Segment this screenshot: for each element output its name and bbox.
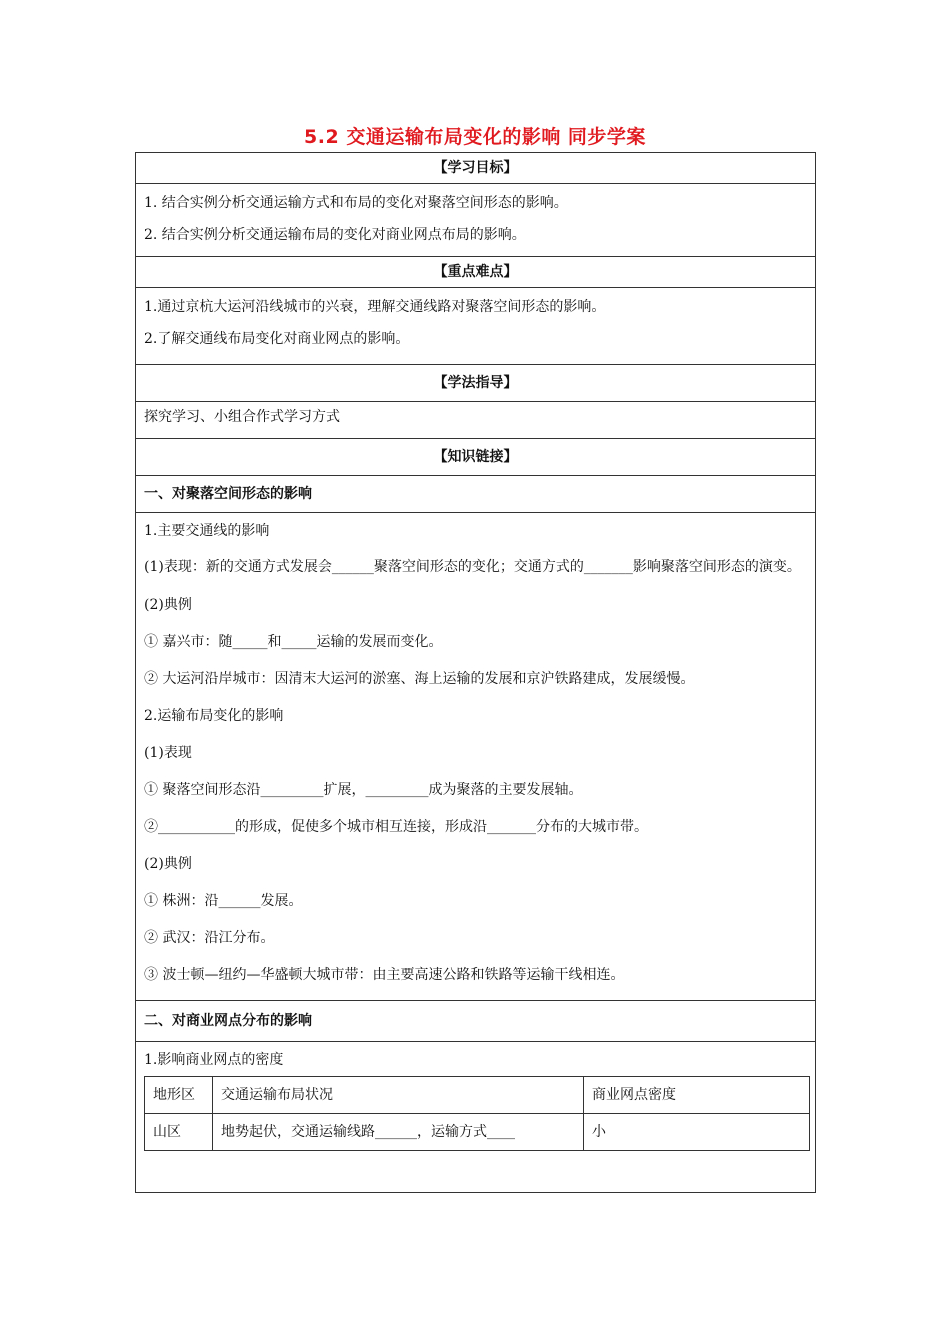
table-row <box>145 1114 810 1151</box>
keypoint-item: 1.通过京杭大运河沿线城市的兴衰，理解交通线路对聚落空间形态的影响。 <box>144 299 606 315</box>
knowledge-header: 【知识链接】 <box>136 439 816 476</box>
column-header: 商业网点密度 <box>584 1077 810 1114</box>
content-line: (1)表现 <box>144 745 192 761</box>
content-line: ② 大运河沿岸城市：因清末大运河的淤塞、海上运输的发展和京沪铁路建成，发展缓慢。 <box>144 671 695 687</box>
content-line: 2.运输布局变化的影响 <box>144 708 284 724</box>
content-line: 1.影响商业网点的密度 <box>144 1052 284 1068</box>
section1-content <box>136 513 816 1001</box>
content-line: (1)表现：新的交通方式发展会______聚落空间形态的变化；交通方式的_______影响聚落空间形态的演变。 <box>144 559 801 575</box>
table-cell: 地势起伏，交通运输线路______，运输方式____ <box>213 1114 584 1151</box>
method-text: 探究学习、小组合作式学习方式 <box>136 402 816 439</box>
goal-item: 2. 结合实例分析交通运输布局的变化对商业网点布局的影响。 <box>144 227 526 243</box>
goals-header: 【学习目标】 <box>136 153 816 184</box>
column-header: 交通运输布局状况 <box>213 1077 584 1114</box>
section1-title: 一、对聚落空间形态的影响 <box>136 476 816 513</box>
section2-title: 二、对商业网点分布的影响 <box>136 1001 816 1042</box>
content-line: ① 嘉兴市：随_____和_____运输的发展而变化。 <box>144 634 443 650</box>
keypoint-item: 2.了解交通线布局变化对商业网点的影响。 <box>144 331 410 347</box>
table-header-row <box>145 1077 810 1114</box>
content-line: (2)典例 <box>144 856 192 872</box>
section2-content <box>136 1042 816 1193</box>
goals-cell <box>136 184 816 257</box>
content-line: (2)典例 <box>144 597 192 613</box>
table-cell: 小 <box>584 1114 810 1151</box>
keypoints-cell <box>136 288 816 365</box>
density-table <box>144 1076 810 1151</box>
study-sheet-table <box>135 152 816 1193</box>
column-header: 地形区 <box>145 1077 213 1114</box>
goal-item: 1. 结合实例分析交通运输方式和布局的变化对聚落空间形态的影响。 <box>144 195 568 211</box>
method-header: 【学法指导】 <box>136 365 816 402</box>
content-line: ② 武汉：沿江分布。 <box>144 930 275 946</box>
content-line: ① 聚落空间形态沿_________扩展，_________成为聚落的主要发展轴。 <box>144 782 583 798</box>
content-line: ②___________的形成，促使多个城市相互连接，形成沿_______分布的大城市带。 <box>144 819 648 835</box>
keypoints-header: 【重点难点】 <box>136 257 816 288</box>
page-title: 5.2 交通运输布局变化的影响 同步学案 <box>304 126 646 148</box>
table-cell: 山区 <box>145 1114 213 1151</box>
content-line: ③ 波士顿—纽约—华盛顿大城市带：由主要高速公路和铁路等运输干线相连。 <box>144 967 625 983</box>
content-line: 1.主要交通线的影响 <box>144 523 270 539</box>
content-line: ① 株洲：沿______发展。 <box>144 893 303 909</box>
